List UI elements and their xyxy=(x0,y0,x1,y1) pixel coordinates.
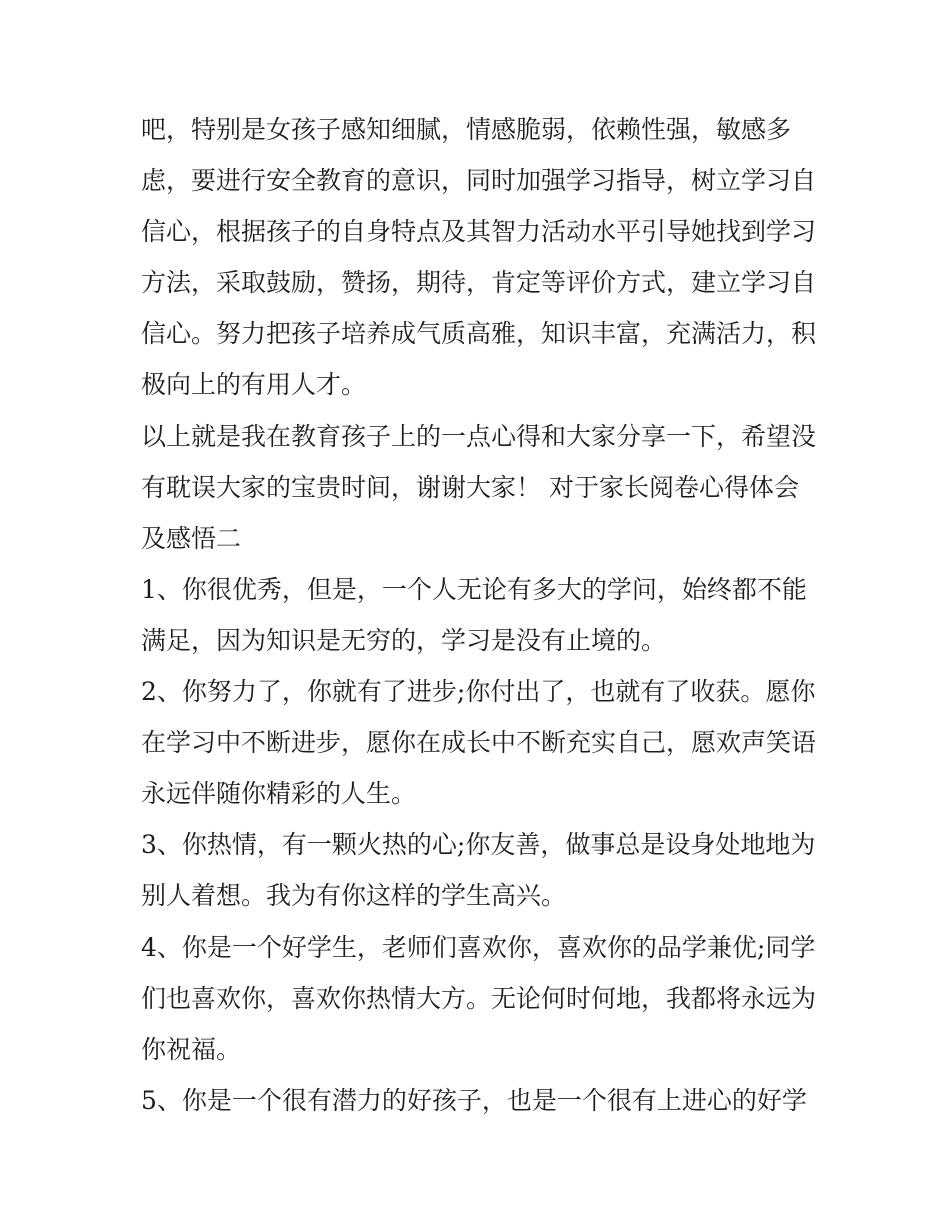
text-line: 5、你是一个很有潜力的好孩子，也是一个很有上进心的好学 xyxy=(141,1085,807,1115)
text-line: 你祝福。 xyxy=(141,1034,242,1064)
text-line: 虑，要进行安全教育的意识，同时加强学习指导，树立学习自 xyxy=(141,166,817,196)
document-body xyxy=(141,104,817,1126)
text-line: 满足，因为知识是无穷的，学习是没有止境的。 xyxy=(141,625,667,655)
text-line: 4、你是一个好学生，老师们喜欢你，喜欢你的品学兼优;同学 xyxy=(141,932,816,962)
text-line: 吧，特别是女孩子感知细腻，情感脆弱，依赖性强，敏感多 xyxy=(141,115,792,144)
text-line: 有耽误大家的宝贵时间，谢谢大家！ 对于家长阅卷心得体会 xyxy=(141,472,799,502)
text-line: 在学习中不断进步，愿你在成长中不断充实自己，愿欢声笑语 xyxy=(141,728,817,758)
text-line: 信心。努力把孩子培养成气质高雅，知识丰富，充满活力，积 xyxy=(141,319,817,349)
text-line: 别人着想。我为有你这样的学生高兴。 xyxy=(141,881,567,911)
text-line: 方法，采取鼓励，赞扬，期待，肯定等评价方式，建立学习自 xyxy=(141,268,817,298)
text-line: 信心，根据孩子的自身特点及其智力活动水平引导她找到学习 xyxy=(141,217,817,247)
text-line: 永远伴随你精彩的人生。 xyxy=(141,779,417,809)
text-line: 极向上的有用人才。 xyxy=(141,370,367,400)
text-line: 3、你热情，有一颗火热的心;你友善，做事总是设身处地地为 xyxy=(141,830,816,860)
text-line: 以上就是我在教育孩子上的一点心得和大家分享一下，希望没 xyxy=(141,421,817,451)
text-line: 们也喜欢你，喜欢你热情大方。无论何时何地，我都将永远为 xyxy=(141,983,817,1013)
text-line: 1、你很优秀，但是，一个人无论有多大的学问，始终都不能 xyxy=(141,574,807,604)
text-line: 及感悟二 xyxy=(141,523,242,553)
text-line: 2、你努力了，你就有了进步;你付出了，也就有了收获。愿你 xyxy=(141,677,816,707)
